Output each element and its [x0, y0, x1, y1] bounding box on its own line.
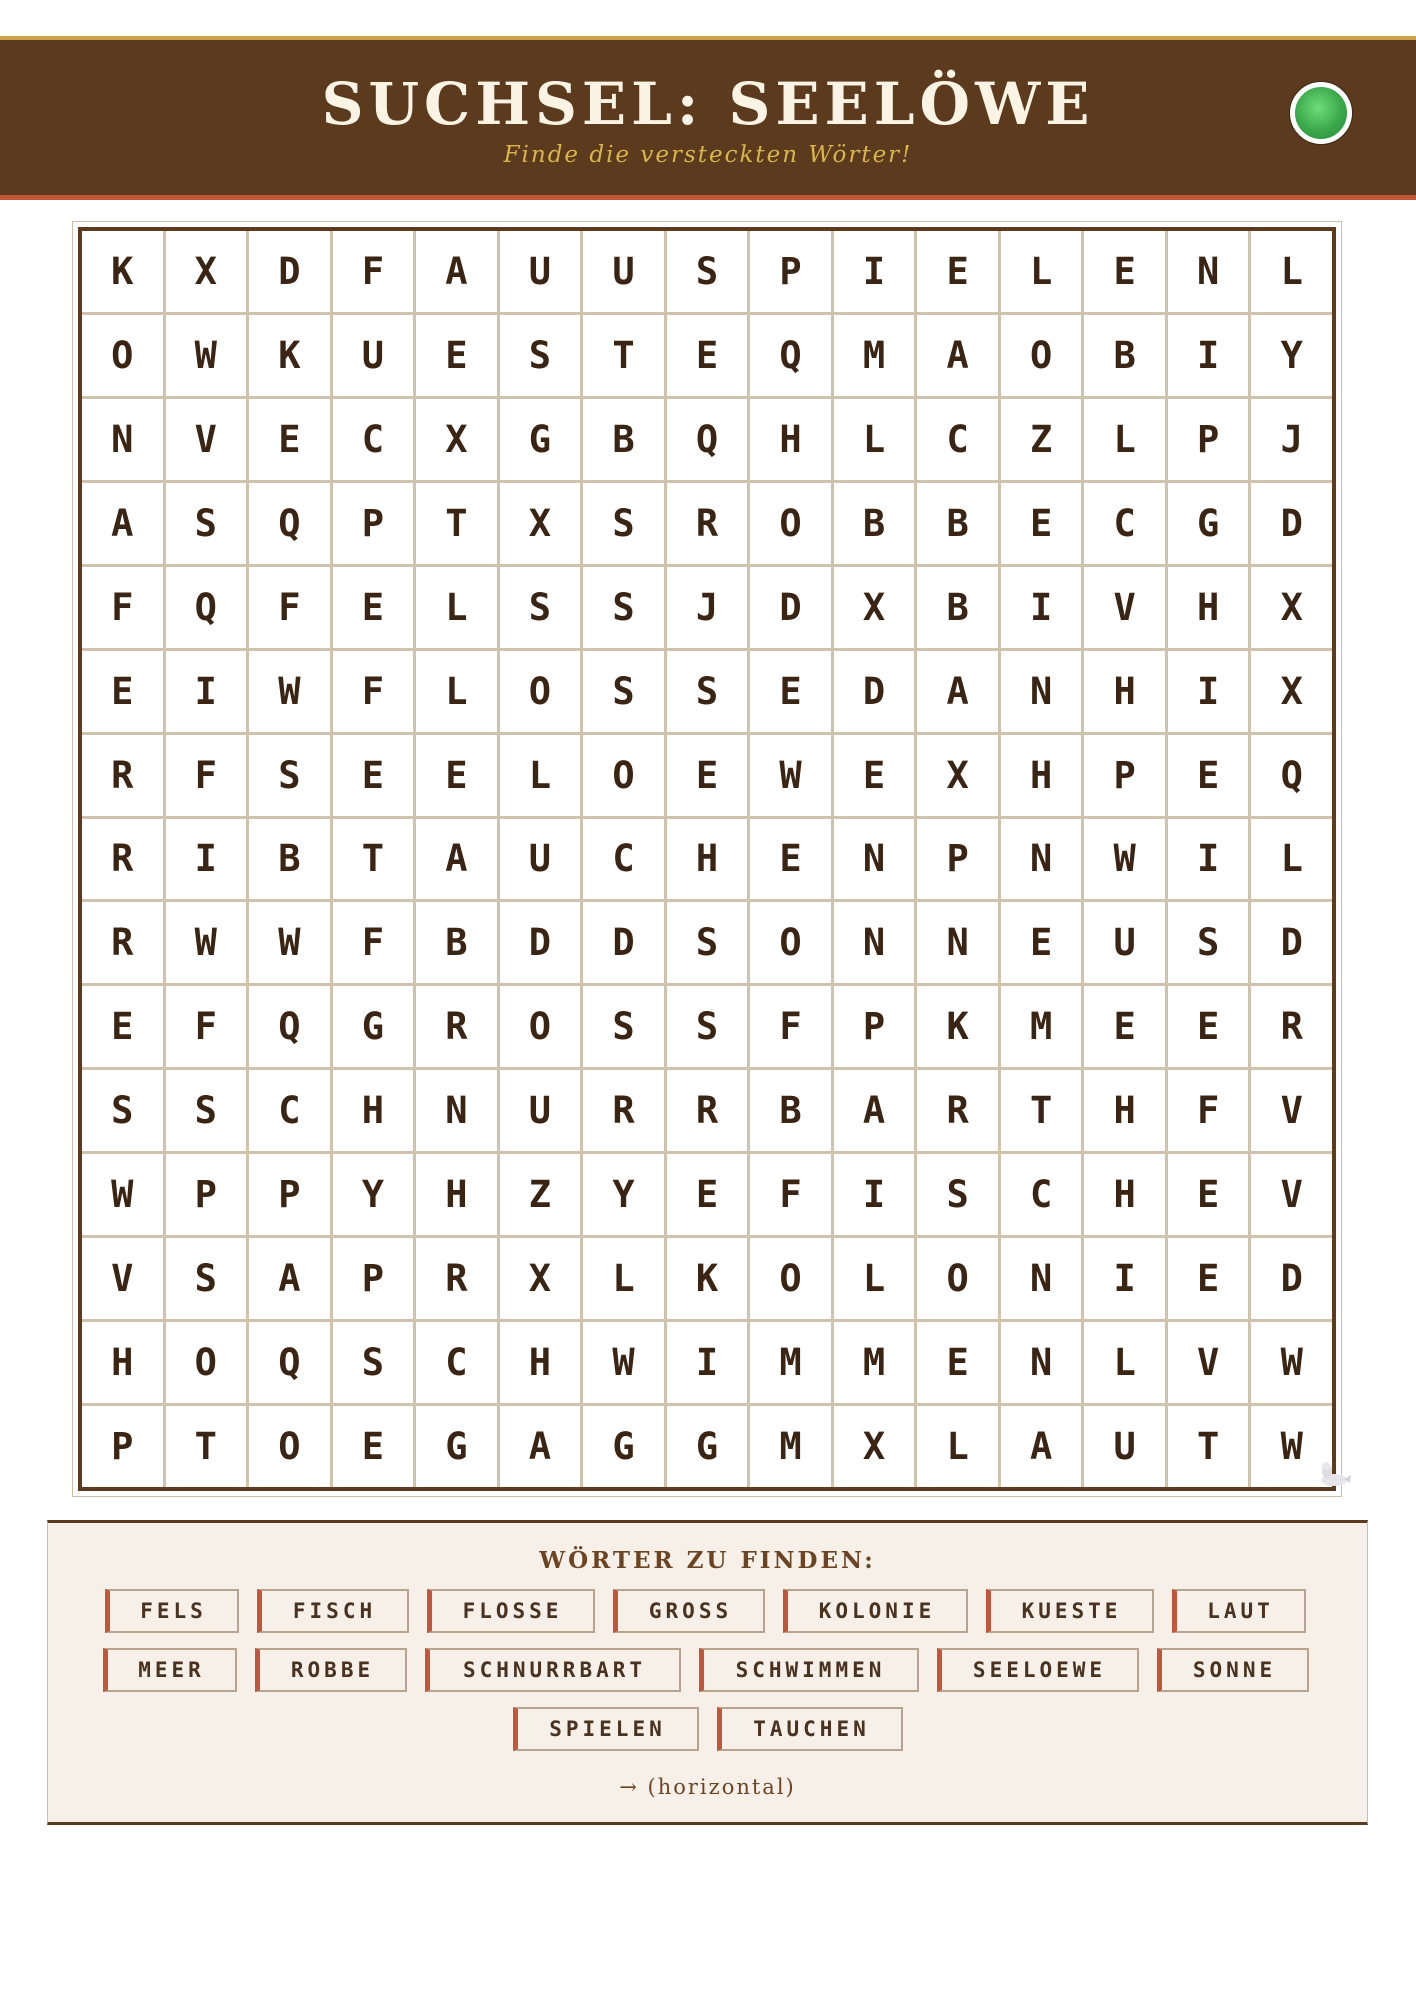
grid-cell[interactable]: S: [500, 567, 581, 648]
grid-cell[interactable]: X: [917, 735, 998, 816]
grid-cell[interactable]: H: [82, 1322, 163, 1403]
grid-cell[interactable]: P: [834, 986, 915, 1067]
grid-cell[interactable]: W: [166, 315, 247, 396]
grid-cell[interactable]: X: [1251, 567, 1332, 648]
grid-cell[interactable]: H: [1084, 651, 1165, 732]
grid-cell[interactable]: W: [249, 651, 330, 732]
grid-cell[interactable]: L: [1001, 231, 1082, 312]
grid-cell[interactable]: R: [82, 819, 163, 900]
grid-cell[interactable]: Q: [750, 315, 831, 396]
grid-cell[interactable]: M: [750, 1406, 831, 1487]
grid-cell[interactable]: M: [1001, 986, 1082, 1067]
grid-cell[interactable]: U: [500, 819, 581, 900]
grid-cell[interactable]: I: [1001, 567, 1082, 648]
grid-cell[interactable]: S: [1168, 902, 1249, 983]
grid-cell[interactable]: E: [750, 651, 831, 732]
grid-cell[interactable]: I: [1084, 1238, 1165, 1319]
grid-cell[interactable]: S: [583, 651, 664, 732]
grid-cell[interactable]: O: [583, 735, 664, 816]
grid-cell[interactable]: V: [166, 399, 247, 480]
grid-cell[interactable]: B: [917, 483, 998, 564]
grid-cell[interactable]: E: [1001, 483, 1082, 564]
grid-cell[interactable]: O: [500, 986, 581, 1067]
grid-cell[interactable]: A: [82, 483, 163, 564]
grid-cell[interactable]: F: [333, 902, 414, 983]
grid-cell[interactable]: R: [82, 735, 163, 816]
grid-cell[interactable]: U: [500, 1070, 581, 1151]
grid-cell[interactable]: L: [834, 399, 915, 480]
grid-cell[interactable]: E: [917, 1322, 998, 1403]
puzzle-grid-frame: [78, 227, 1336, 1491]
grid-cell[interactable]: Q: [249, 986, 330, 1067]
grid-cell[interactable]: H: [667, 819, 748, 900]
grid-cell[interactable]: K: [917, 986, 998, 1067]
grid-cell[interactable]: O: [750, 483, 831, 564]
grid-cell[interactable]: G: [416, 1406, 497, 1487]
grid-cell[interactable]: J: [1251, 399, 1332, 480]
grid-cell[interactable]: E: [667, 315, 748, 396]
grid-cell[interactable]: C: [1001, 1154, 1082, 1235]
grid-cell[interactable]: S: [667, 986, 748, 1067]
grid-cell[interactable]: I: [1168, 651, 1249, 732]
grid-cell[interactable]: C: [917, 399, 998, 480]
grid-cell[interactable]: R: [416, 986, 497, 1067]
grid-cell[interactable]: T: [1168, 1406, 1249, 1487]
word-item: SONNE: [1157, 1648, 1309, 1692]
grid-cell[interactable]: V: [82, 1238, 163, 1319]
grid-cell[interactable]: E: [1168, 1154, 1249, 1235]
grid-cell[interactable]: L: [416, 651, 497, 732]
grid-cell[interactable]: T: [166, 1406, 247, 1487]
grid-cell[interactable]: G: [583, 1406, 664, 1487]
grid-cell[interactable]: E: [667, 1154, 748, 1235]
grid-cell[interactable]: F: [249, 567, 330, 648]
page-subtitle: Finde die versteckten Wörter!: [503, 142, 913, 168]
grid-cell[interactable]: I: [166, 819, 247, 900]
grid-cell[interactable]: O: [500, 651, 581, 732]
grid-cell[interactable]: D: [834, 651, 915, 732]
grid-cell[interactable]: E: [416, 315, 497, 396]
grid-cell[interactable]: K: [82, 231, 163, 312]
grid-cell[interactable]: P: [82, 1406, 163, 1487]
word-item: SCHNURRBART: [425, 1648, 681, 1692]
grid-cell[interactable]: Z: [1001, 399, 1082, 480]
grid-cell[interactable]: V: [1084, 567, 1165, 648]
grid-cell[interactable]: B: [416, 902, 497, 983]
grid-cell[interactable]: E: [750, 819, 831, 900]
grid-cell[interactable]: X: [500, 483, 581, 564]
grid-cell[interactable]: L: [917, 1406, 998, 1487]
word-item: LAUT: [1172, 1589, 1306, 1633]
grid-cell[interactable]: V: [1251, 1070, 1332, 1151]
grid-cell[interactable]: P: [166, 1154, 247, 1235]
grid-cell[interactable]: F: [750, 986, 831, 1067]
word-item: MEER: [103, 1648, 237, 1692]
grid-cell[interactable]: S: [667, 231, 748, 312]
grid-cell[interactable]: L: [500, 735, 581, 816]
grid-cell[interactable]: B: [1084, 315, 1165, 396]
grid-cell[interactable]: E: [333, 567, 414, 648]
grid-cell[interactable]: R: [1251, 986, 1332, 1067]
word-item: ROBBE: [255, 1648, 407, 1692]
grid-cell[interactable]: I: [1168, 819, 1249, 900]
grid-cell[interactable]: C: [416, 1322, 497, 1403]
grid-cell[interactable]: B: [917, 567, 998, 648]
grid-cell[interactable]: R: [667, 483, 748, 564]
grid-cell[interactable]: F: [166, 735, 247, 816]
grid-cell[interactable]: C: [333, 399, 414, 480]
grid-cell[interactable]: S: [82, 1070, 163, 1151]
grid-cell[interactable]: A: [917, 651, 998, 732]
grid-cell[interactable]: S: [917, 1154, 998, 1235]
grid-cell[interactable]: W: [1251, 1322, 1332, 1403]
grid-cell[interactable]: B: [834, 483, 915, 564]
grid-cell[interactable]: K: [249, 315, 330, 396]
grid-cell[interactable]: C: [1084, 483, 1165, 564]
grid-cell[interactable]: P: [333, 483, 414, 564]
page-title: SUCHSEL: SEELÖWE: [321, 70, 1095, 138]
grid-cell[interactable]: E: [333, 735, 414, 816]
word-item: SCHWIMMEN: [699, 1648, 919, 1692]
grid-cell[interactable]: E: [416, 735, 497, 816]
grid-cell[interactable]: L: [1084, 399, 1165, 480]
grid-cell[interactable]: Q: [166, 567, 247, 648]
grid-cell[interactable]: X: [416, 399, 497, 480]
grid-cell[interactable]: X: [1251, 651, 1332, 732]
grid-cell[interactable]: H: [416, 1154, 497, 1235]
grid-cell[interactable]: S: [500, 315, 581, 396]
grid-cell[interactable]: W: [750, 735, 831, 816]
grid-cell[interactable]: F: [1168, 1070, 1249, 1151]
word-item: GROSS: [613, 1589, 765, 1633]
grid-cell[interactable]: O: [82, 315, 163, 396]
words-panel: [47, 1520, 1368, 1825]
grid-cell[interactable]: N: [834, 819, 915, 900]
grid-cell[interactable]: S: [667, 651, 748, 732]
grid-cell[interactable]: X: [500, 1238, 581, 1319]
grid-cell[interactable]: W: [166, 902, 247, 983]
grid-cell[interactable]: Q: [249, 1322, 330, 1403]
grid-cell[interactable]: H: [1084, 1070, 1165, 1151]
grid-cell[interactable]: A: [834, 1070, 915, 1151]
grid-cell[interactable]: E: [1084, 986, 1165, 1067]
grid-cell[interactable]: I: [667, 1322, 748, 1403]
grid-cell[interactable]: H: [1001, 735, 1082, 816]
grid-cell[interactable]: P: [750, 231, 831, 312]
grid-cell[interactable]: X: [834, 1406, 915, 1487]
grid-cell[interactable]: O: [249, 1406, 330, 1487]
grid-cell[interactable]: T: [583, 315, 664, 396]
words-title: WÖRTER ZU FINDEN:: [539, 1547, 876, 1574]
word-item: FLOSSE: [427, 1589, 595, 1633]
grid-cell[interactable]: I: [166, 651, 247, 732]
grid-cell[interactable]: N: [82, 399, 163, 480]
grid-cell[interactable]: T: [1001, 1070, 1082, 1151]
grid-cell[interactable]: Y: [1251, 315, 1332, 396]
grid-cell[interactable]: O: [750, 902, 831, 983]
grid-cell[interactable]: L: [416, 567, 497, 648]
grid-cell[interactable]: U: [500, 231, 581, 312]
status-dot-icon: [1290, 82, 1352, 144]
grid-cell[interactable]: T: [416, 483, 497, 564]
grid-cell[interactable]: D: [583, 902, 664, 983]
grid-cell[interactable]: L: [834, 1238, 915, 1319]
grid-cell[interactable]: H: [333, 1070, 414, 1151]
grid-cell[interactable]: D: [750, 567, 831, 648]
grid-cell[interactable]: F: [750, 1154, 831, 1235]
grid-cell[interactable]: H: [500, 1322, 581, 1403]
grid-cell[interactable]: A: [917, 315, 998, 396]
grid-cell[interactable]: E: [1001, 902, 1082, 983]
grid-cell[interactable]: Y: [583, 1154, 664, 1235]
grid-cell[interactable]: A: [500, 1406, 581, 1487]
header-banner: [0, 36, 1416, 200]
grid-cell[interactable]: Q: [249, 483, 330, 564]
grid-cell[interactable]: T: [333, 819, 414, 900]
grid-cell[interactable]: I: [1168, 315, 1249, 396]
grid-cell[interactable]: E: [333, 1406, 414, 1487]
grid-cell[interactable]: W: [1251, 1406, 1332, 1487]
grid-cell[interactable]: K: [667, 1238, 748, 1319]
grid-cell[interactable]: F: [333, 651, 414, 732]
grid-cell[interactable]: S: [166, 1238, 247, 1319]
grid-cell[interactable]: N: [834, 902, 915, 983]
grid-cell[interactable]: U: [1084, 902, 1165, 983]
grid-cell[interactable]: R: [917, 1070, 998, 1151]
grid-cell[interactable]: P: [917, 819, 998, 900]
grid-cell[interactable]: D: [1251, 483, 1332, 564]
grid-cell[interactable]: D: [1251, 902, 1332, 983]
grid-cell[interactable]: E: [82, 651, 163, 732]
word-item: KOLONIE: [783, 1589, 968, 1633]
grid-cell[interactable]: S: [249, 735, 330, 816]
grid-cell[interactable]: N: [1001, 1238, 1082, 1319]
grid-cell[interactable]: N: [917, 902, 998, 983]
grid-cell[interactable]: M: [834, 315, 915, 396]
grid-cell[interactable]: P: [249, 1154, 330, 1235]
grid-cell[interactable]: Q: [1251, 735, 1332, 816]
puzzle-grid: [82, 231, 1332, 1487]
grid-cell[interactable]: W: [1084, 819, 1165, 900]
word-item: FELS: [105, 1589, 239, 1633]
grid-cell[interactable]: F: [82, 567, 163, 648]
grid-cell[interactable]: L: [583, 1238, 664, 1319]
grid-cell[interactable]: Z: [500, 1154, 581, 1235]
grid-cell[interactable]: D: [249, 231, 330, 312]
grid-cell[interactable]: S: [583, 567, 664, 648]
grid-cell[interactable]: W: [249, 902, 330, 983]
grid-cell[interactable]: P: [1168, 399, 1249, 480]
grid-cell[interactable]: G: [1168, 483, 1249, 564]
grid-cell[interactable]: G: [333, 986, 414, 1067]
grid-cell[interactable]: I: [834, 231, 915, 312]
grid-cell[interactable]: W: [583, 1322, 664, 1403]
grid-cell[interactable]: G: [667, 1406, 748, 1487]
grid-cell[interactable]: O: [917, 1238, 998, 1319]
grid-cell[interactable]: O: [166, 1322, 247, 1403]
grid-cell[interactable]: U: [1084, 1406, 1165, 1487]
word-item: SPIELEN: [513, 1707, 699, 1751]
grid-cell[interactable]: E: [1168, 986, 1249, 1067]
grid-cell[interactable]: A: [416, 819, 497, 900]
grid-cell[interactable]: X: [834, 567, 915, 648]
grid-cell[interactable]: H: [1168, 567, 1249, 648]
grid-cell[interactable]: C: [249, 1070, 330, 1151]
word-item: TAUCHEN: [717, 1707, 903, 1751]
grid-cell[interactable]: R: [583, 1070, 664, 1151]
word-item: FISCH: [257, 1589, 409, 1633]
grid-cell[interactable]: F: [333, 231, 414, 312]
grid-cell[interactable]: E: [1168, 735, 1249, 816]
grid-cell[interactable]: S: [333, 1322, 414, 1403]
grid-cell[interactable]: S: [166, 483, 247, 564]
grid-cell[interactable]: S: [583, 986, 664, 1067]
grid-cell[interactable]: D: [500, 902, 581, 983]
grid-cell[interactable]: E: [1168, 1238, 1249, 1319]
grid-cell[interactable]: U: [333, 315, 414, 396]
grid-cell[interactable]: I: [834, 1154, 915, 1235]
grid-cell[interactable]: A: [1001, 1406, 1082, 1487]
grid-cell[interactable]: Y: [333, 1154, 414, 1235]
grid-cell[interactable]: N: [1001, 819, 1082, 900]
word-item: SEELOEWE: [937, 1648, 1139, 1692]
grid-cell[interactable]: D: [1251, 1238, 1332, 1319]
grid-cell[interactable]: E: [82, 986, 163, 1067]
grid-cell[interactable]: M: [834, 1322, 915, 1403]
grid-cell[interactable]: M: [750, 1322, 831, 1403]
grid-cell[interactable]: V: [1251, 1154, 1332, 1235]
grid-cell[interactable]: P: [333, 1238, 414, 1319]
grid-cell[interactable]: A: [249, 1238, 330, 1319]
grid-cell[interactable]: N: [1001, 1322, 1082, 1403]
grid-cell[interactable]: G: [500, 399, 581, 480]
grid-cell[interactable]: E: [1084, 231, 1165, 312]
grid-cell[interactable]: O: [750, 1238, 831, 1319]
grid-cell[interactable]: B: [249, 819, 330, 900]
grid-cell[interactable]: R: [82, 902, 163, 983]
grid-cell[interactable]: N: [1001, 651, 1082, 732]
grid-cell[interactable]: L: [1251, 819, 1332, 900]
grid-cell[interactable]: O: [1001, 315, 1082, 396]
grid-cell[interactable]: P: [1084, 735, 1165, 816]
seal-icon: [1316, 1460, 1352, 1488]
grid-cell[interactable]: E: [249, 399, 330, 480]
grid-cell[interactable]: E: [834, 735, 915, 816]
direction-hint: → (horizontal): [619, 1775, 796, 1799]
grid-cell[interactable]: E: [917, 231, 998, 312]
grid-cell[interactable]: L: [1084, 1322, 1165, 1403]
grid-cell[interactable]: S: [667, 902, 748, 983]
grid-cell[interactable]: F: [166, 986, 247, 1067]
grid-cell[interactable]: W: [82, 1154, 163, 1235]
grid-cell[interactable]: E: [667, 735, 748, 816]
grid-cell[interactable]: J: [667, 567, 748, 648]
grid-cell[interactable]: C: [583, 819, 664, 900]
grid-cell[interactable]: N: [1168, 231, 1249, 312]
grid-cell[interactable]: L: [1251, 231, 1332, 312]
grid-cell[interactable]: S: [583, 483, 664, 564]
grid-cell[interactable]: U: [583, 231, 664, 312]
grid-cell[interactable]: Q: [667, 399, 748, 480]
grid-cell[interactable]: R: [667, 1070, 748, 1151]
grid-cell[interactable]: H: [1084, 1154, 1165, 1235]
grid-cell[interactable]: X: [166, 231, 247, 312]
word-item: KUESTE: [986, 1589, 1154, 1633]
grid-cell[interactable]: H: [750, 399, 831, 480]
grid-cell[interactable]: B: [750, 1070, 831, 1151]
grid-cell[interactable]: A: [416, 231, 497, 312]
grid-cell[interactable]: R: [416, 1238, 497, 1319]
grid-cell[interactable]: B: [583, 399, 664, 480]
grid-cell[interactable]: S: [166, 1070, 247, 1151]
grid-cell[interactable]: N: [416, 1070, 497, 1151]
grid-cell[interactable]: V: [1168, 1322, 1249, 1403]
